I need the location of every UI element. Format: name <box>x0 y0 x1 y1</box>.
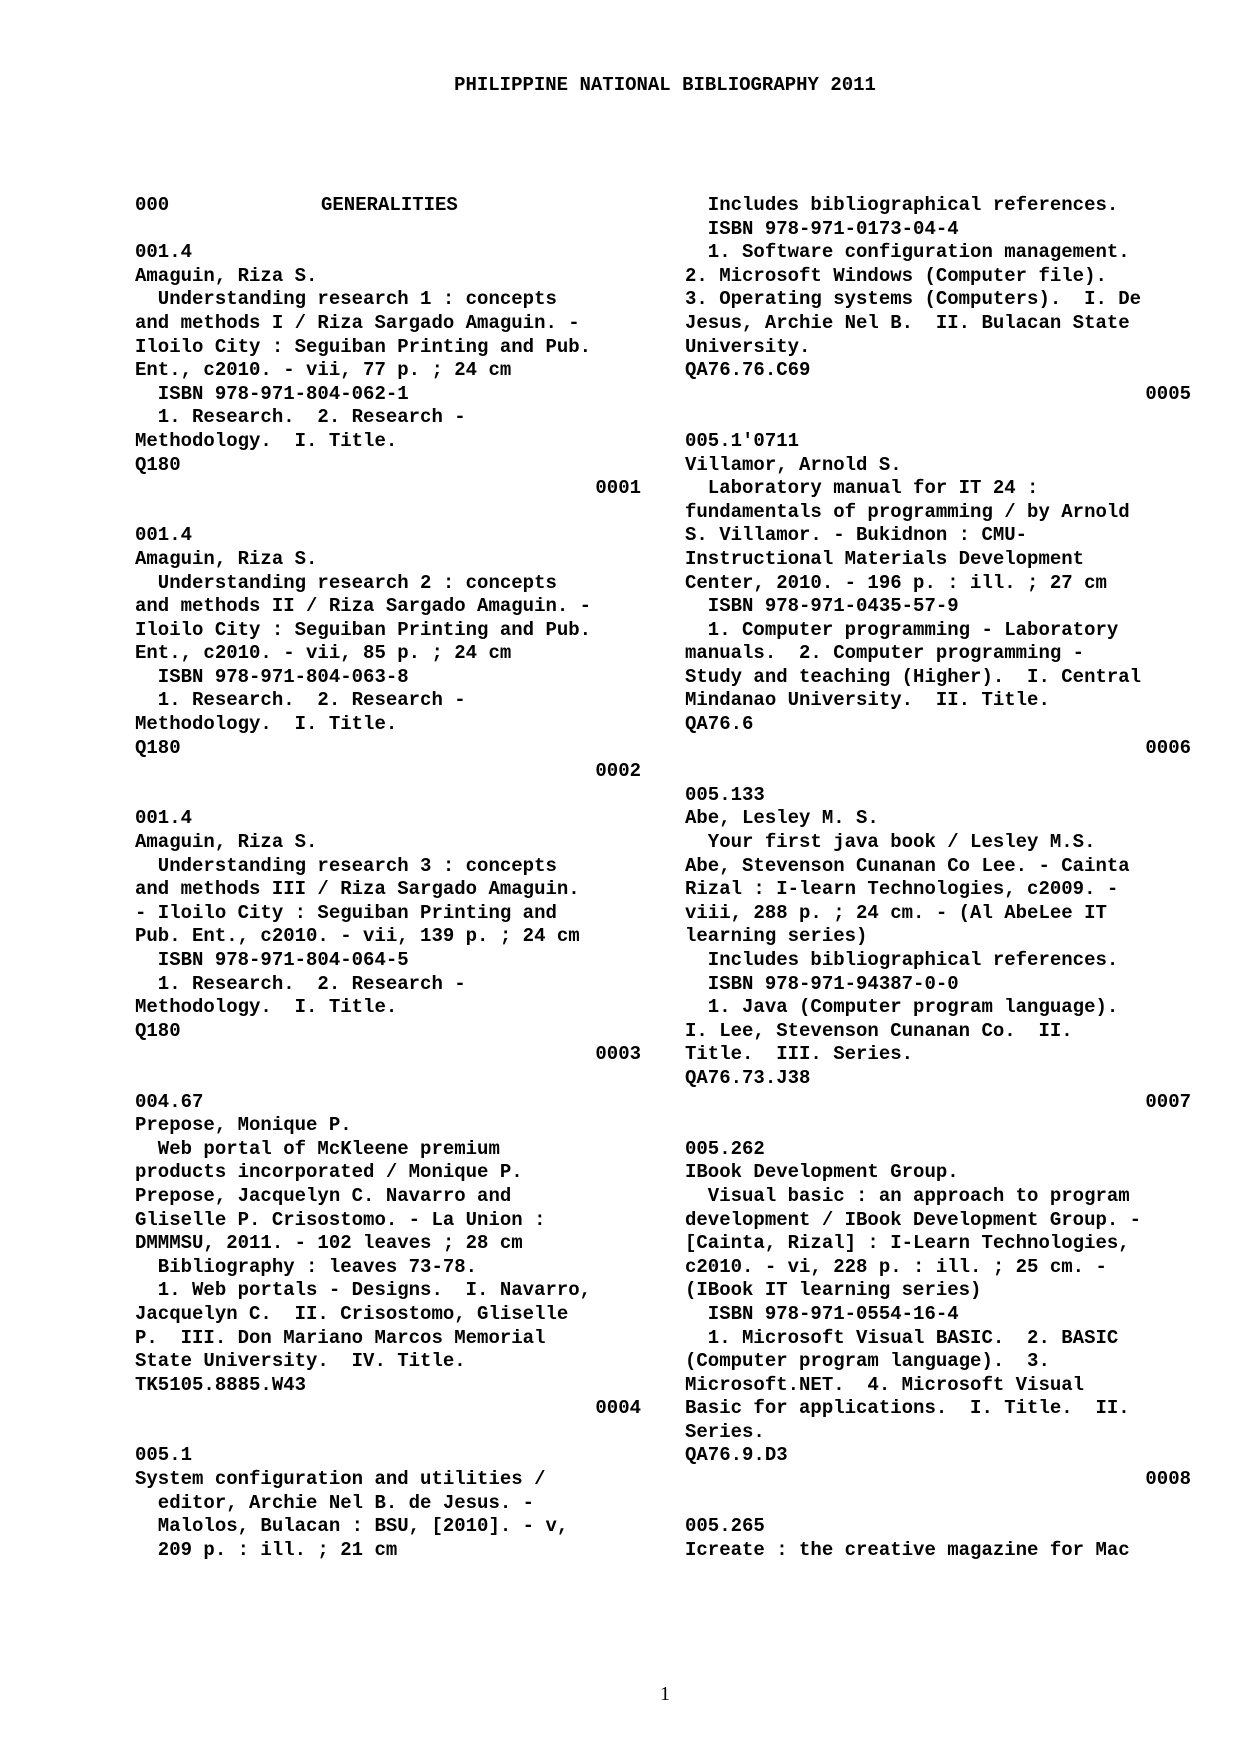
entry-line: 1. Software configuration management. <box>685 241 1130 264</box>
catalog-entry <box>135 524 641 807</box>
entry-line: 1. Research. 2. Research - <box>135 689 466 712</box>
entry-line: Iloilo City : Seguiban Printing and Pub. <box>135 618 592 641</box>
entry-line: ISBN 978-971-94387-0-0 <box>685 972 959 995</box>
entry-line: Includes bibliographical references. <box>685 194 1119 216</box>
entry-line: 005.262 <box>685 1137 765 1160</box>
entry-line: 3. Operating systems (Computers). I. De <box>685 288 1142 311</box>
entry-line: ISBN 978-971-0435-57-9 <box>685 595 959 618</box>
page-number: 1 <box>660 1683 670 1705</box>
entry-line: Malolos, Bulacan : BSU, [2010]. - v, <box>135 1515 569 1538</box>
catalog-entry <box>135 1091 641 1445</box>
entry-line: Iloilo City : Seguiban Printing and Pub. <box>135 335 592 358</box>
entry-line: 004.67 <box>135 1090 204 1113</box>
entry-line: Includes bibliographical references. <box>685 949 1119 971</box>
entry-line: Web portal of McKleene premium <box>135 1137 500 1160</box>
entry-line: Basic for applications. I. Title. II. <box>685 1397 1130 1420</box>
entry-line: 1. Research. 2. Research - <box>135 972 466 995</box>
entry-line: Abe, Stevenson Cunanan Co Lee. - Cainta <box>685 854 1130 877</box>
catalog-entry <box>135 1444 641 1562</box>
entry-line: Bibliography : leaves 73-78. <box>135 1255 478 1278</box>
entry-line: Rizal : I-learn Technologies, c2009. - <box>685 878 1119 901</box>
entry-line: manuals. 2. Computer programming - <box>685 642 1085 665</box>
entry-line: Q180 <box>135 1019 181 1042</box>
entry-line: viii, 288 p. ; 24 cm. - (Al AbeLee IT <box>685 901 1107 924</box>
entry-line: 005.265 <box>685 1515 765 1538</box>
entry-line: Understanding research 3 : concepts <box>135 854 557 877</box>
entry-line: 1. Web portals - Designs. I. Navarro, <box>135 1279 592 1302</box>
entry-line: 005.1'0711 <box>685 429 800 452</box>
catalog-entry <box>685 430 1191 784</box>
catalog-entry <box>685 1138 1191 1516</box>
entry-line: IBook Development Group. <box>685 1161 959 1184</box>
entry-line: Laboratory manual for IT 24 : <box>685 477 1039 500</box>
entry-line: Visual basic : an approach to program <box>685 1184 1130 1207</box>
entry-line: development / IBook Development Group. - <box>685 1208 1142 1231</box>
entry-number: 0001 <box>595 477 641 500</box>
entry-line: learning series) <box>685 925 868 948</box>
entry-line: I. Lee, Stevenson Cunanan Co. II. <box>685 1019 1073 1042</box>
entry-line: Q180 <box>135 453 181 476</box>
entry-line: Gliselle P. Crisostomo. - La Union : <box>135 1208 546 1231</box>
left-column <box>135 194 641 1562</box>
catalog-entry <box>685 194 1191 430</box>
entry-line: Instructional Materials Development <box>685 547 1085 570</box>
entry-line: (IBook IT learning series) <box>685 1279 982 1302</box>
entry-number: 0005 <box>1145 382 1191 405</box>
catalog-entry <box>135 241 641 524</box>
entry-line: 209 p. : ill. ; 21 cm <box>135 1538 398 1561</box>
entry-line: Your first java book / Lesley M.S. <box>685 831 1096 854</box>
entry-line: 001.4 <box>135 241 193 264</box>
entry-line: 1. Research. 2. Research - <box>135 406 466 429</box>
entry-line: Q180 <box>135 736 181 759</box>
entry-line: Ent., c2010. - vii, 77 p. ; 24 cm <box>135 359 512 382</box>
entry-line: Prepose, Jacquelyn C. Navarro and <box>135 1184 512 1207</box>
entry-number: 0008 <box>1145 1468 1191 1491</box>
entry-line: 005.133 <box>685 783 765 806</box>
entry-line: fundamentals of programming / by Arnold <box>685 500 1130 523</box>
entry-line: Amaguin, Riza S. <box>135 264 318 287</box>
entry-number: 0003 <box>595 1043 641 1066</box>
entry-line: ISBN 978-971-804-064-5 <box>135 949 409 971</box>
entry-line: System configuration and utilities / <box>135 1468 546 1491</box>
entry-line: 005.1 <box>135 1444 193 1467</box>
entry-line: Title. III. Series. <box>685 1043 914 1066</box>
entry-line: Mindanao University. II. Title. <box>685 689 1050 712</box>
entry-line: 001.4 <box>135 807 193 830</box>
entry-line: c2010. - vi, 228 p. : ill. ; 25 cm. - <box>685 1255 1107 1278</box>
entry-line: Icreate : the creative magazine for Mac <box>685 1538 1130 1561</box>
entry-number: 0007 <box>1145 1090 1191 1113</box>
entry-line: Series. <box>685 1420 765 1443</box>
entry-line: 2. Microsoft Windows (Computer file). <box>685 264 1107 287</box>
entry-line: ISBN 978-971-0173-04-4 <box>685 217 959 240</box>
entry-number: 0006 <box>1145 736 1191 759</box>
entry-line: ISBN 978-971-0554-16-4 <box>685 1302 959 1325</box>
entry-line: Pub. Ent., c2010. - vii, 139 p. ; 24 cm <box>135 925 580 948</box>
entry-line: Abe, Lesley M. S. <box>685 807 879 830</box>
entry-line: QA76.6 <box>685 713 754 736</box>
catalog-entry <box>685 1515 1191 1562</box>
entry-line: Jacquelyn C. II. Crisostomo, Gliselle <box>135 1302 569 1325</box>
entry-line: Understanding research 1 : concepts <box>135 288 557 311</box>
entry-line: State University. IV. Title. <box>135 1350 466 1373</box>
section-heading <box>135 194 641 218</box>
entry-line: products incorporated / Monique P. <box>135 1161 523 1184</box>
entry-number: 0002 <box>595 760 641 783</box>
entry-number: 0004 <box>595 1397 641 1420</box>
entry-line: Methodology. I. Title. <box>135 429 398 452</box>
entry-line: and methods II / Riza Sargado Amaguin. - <box>135 595 592 618</box>
entry-line: Methodology. I. Title. <box>135 713 398 736</box>
entry-line: Methodology. I. Title. <box>135 996 398 1019</box>
entry-line: 1. Computer programming - Laboratory <box>685 618 1119 641</box>
entry-line: DMMMSU, 2011. - 102 leaves ; 28 cm <box>135 1232 523 1255</box>
entry-line: and methods I / Riza Sargado Amaguin. - <box>135 311 580 334</box>
entry-line: Center, 2010. - 196 p. : ill. ; 27 cm <box>685 571 1107 594</box>
entry-line: University. <box>685 335 811 358</box>
entry-line: Villamor, Arnold S. <box>685 453 902 476</box>
entry-line: editor, Archie Nel B. de Jesus. - <box>135 1491 535 1514</box>
entry-line: ISBN 978-971-804-063-8 <box>135 665 409 688</box>
right-column <box>685 194 1191 1562</box>
page-title: PHILIPPINE NATIONAL BIBLIOGRAPHY 2011 <box>454 74 876 96</box>
entry-line: QA76.76.C69 <box>685 359 811 382</box>
right-entries <box>685 194 1191 1562</box>
entry-line: 001.4 <box>135 524 193 547</box>
entry-line: TK5105.8885.W43 <box>135 1373 307 1396</box>
entry-line: [Cainta, Rizal] : I-Learn Technologies, <box>685 1232 1130 1255</box>
entry-line: Understanding research 2 : concepts <box>135 571 557 594</box>
catalog-entry <box>135 807 641 1090</box>
entry-line: P. III. Don Mariano Marcos Memorial <box>135 1326 546 1349</box>
section-name: GENERALITIES <box>321 194 458 216</box>
entry-line: 1. Microsoft Visual BASIC. 2. BASIC <box>685 1326 1119 1349</box>
entry-line: QA76.9.D3 <box>685 1444 788 1467</box>
entry-line: 1. Java (Computer program language). <box>685 996 1119 1019</box>
catalog-entry <box>685 784 1191 1138</box>
entry-line: Prepose, Monique P. <box>135 1114 352 1137</box>
entry-line: QA76.73.J38 <box>685 1066 811 1089</box>
left-entries <box>135 241 641 1562</box>
entry-line: Amaguin, Riza S. <box>135 831 318 854</box>
section-code: 000 <box>135 194 170 216</box>
entry-line: S. Villamor. - Bukidnon : CMU- <box>685 524 1028 547</box>
entry-line: - Iloilo City : Seguiban Printing and <box>135 901 557 924</box>
entry-line: (Computer program language). 3. <box>685 1350 1050 1373</box>
entry-line: Study and teaching (Higher). I. Central <box>685 665 1142 688</box>
entry-line: Ent., c2010. - vii, 85 p. ; 24 cm <box>135 642 512 665</box>
entry-line: Microsoft.NET. 4. Microsoft Visual <box>685 1373 1085 1396</box>
entry-line: Jesus, Archie Nel B. II. Bulacan State <box>685 311 1130 334</box>
entry-line: ISBN 978-971-804-062-1 <box>135 382 409 405</box>
entry-line: and methods III / Riza Sargado Amaguin. <box>135 878 580 901</box>
entry-line: Amaguin, Riza S. <box>135 547 318 570</box>
